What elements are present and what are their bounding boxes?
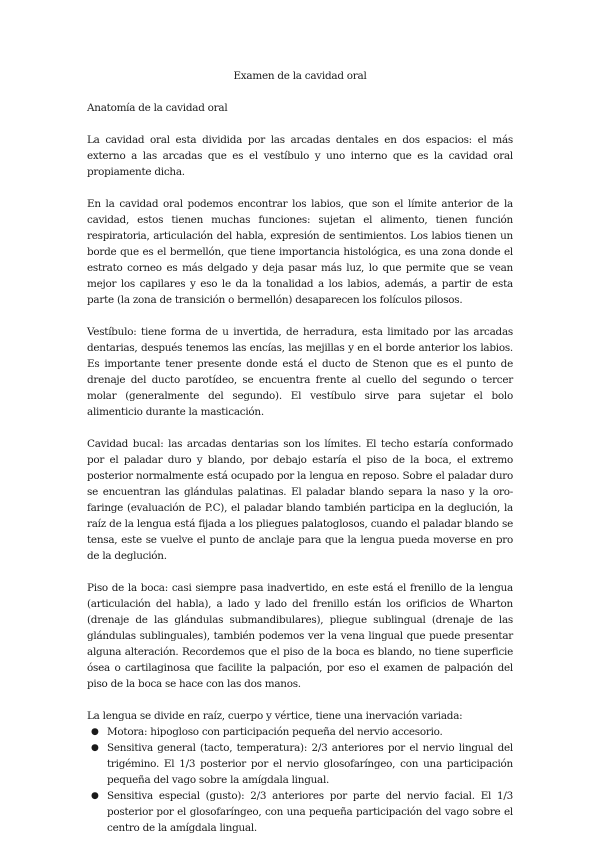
paragraph-labios: En la cavidad oral podemos encontrar los labios, que son el límite anterior de la cavidad, estos tienen muchas funciones: sujetan el alimento, tienen función respiratoria, articulación del habla, expresión de sentimientos. Los labios tienen un borde que es el bermellón, que tiene importancia histológica, es una zona donde el estrato corneo es más delgado y deja pasar más luz, lo que permite que se vean mejor los capilares y eso le da la tonalidad a los labios, además, a partir de esta parte (la zona de transición o bermellón) desaparecen los folículos pilosos. <box>87 198 513 306</box>
paragraph-division: La cavidad oral esta dividida por las arcadas dentales en dos espacios: el más externo a las arcadas que es el vestíbulo y uno interno que es la cavidad oral propiamente dicha. <box>87 134 513 178</box>
section-heading: Anatomía de la cavidad oral <box>87 102 228 114</box>
bullet-icon: ● <box>91 743 99 753</box>
list-item <box>87 740 513 788</box>
document-body <box>87 68 513 836</box>
list-item <box>87 788 513 836</box>
list-intro: La lengua se divide en raíz, cuerpo y vértice, tiene una inervación variada: <box>87 710 463 722</box>
list-item-text: Motora: hipogloso con participación pequeña del nervio accesorio. <box>107 726 443 738</box>
list-item-text: Sensitiva general (tacto, temperatura): 2/3 anteriores por el nervio lingual del trigémino. El 1/3 posterior por el nervio glosofaríngeo, con una participación pequeña del vago sobre la amígdala lingual. <box>107 742 513 786</box>
document-title: Examen de la cavidad oral <box>233 70 367 82</box>
paragraph-vestibulo: Vestíbulo: tiene forma de u invertida, de herradura, esta limitado por las arcadas dentarias, después tenemos las encías, las mejillas y en el borde anterior los labios. Es importante tener presente donde está el ducto de Stenon que es el punto de drenaje del ducto parotídeo, se encuentra frente al cuello del segundo o tercer molar (generalmente del segundo). El vestíbulo sirve para sujetar el bolo alimenticio durante la masticación. <box>87 326 513 418</box>
list-item <box>87 724 513 740</box>
bullet-icon: ● <box>91 727 99 737</box>
list-item-text: Sensitiva especial (gusto): 2/3 anteriores por parte del nervio facial. El 1/3 posterior por el glosofaríngeo, con una pequeña participación del vago sobre el centro de la amígdala lingual. <box>107 790 513 834</box>
innervation-list <box>87 724 513 836</box>
paragraph-piso-boca: Piso de la boca: casi siempre pasa inadvertido, en este está el frenillo de la lengua (articulación del habla), a lado y lado del frenillo están los orificios de Wharton (drenaje de las glándulas submandibulares), pliegue sublingual (drenaje de las glándulas sublinguales), también podemos ver la vena lingual que puede presentar alguna alteración. Recordemos que el piso de la boca es blando, no tiene superficie ósea o cartilaginosa que facilite la palpación, por eso el examen de palpación del piso de la boca se hace con las dos manos. <box>87 582 513 690</box>
bullet-icon: ● <box>91 791 99 801</box>
paragraph-cavidad-bucal: Cavidad bucal: las arcadas dentarias son los límites. El techo estaría conformado por el paladar duro y blando, por debajo estaría el piso de la boca, el extremo posterior normalmente está ocupado por la lengua en reposo. Sobre el paladar duro se encuentran las glándulas palatinas. El paladar blando separa la naso y la oro-faringe (evaluación de P.C), el paladar blando también participa en la deglución, la raíz de la lengua está fijada a los pliegues palatoglosos, cuando el paladar blando se tensa, este se vuelve el punto de anclaje para que la lengua pueda moverse en pro de la deglución. <box>87 438 513 562</box>
